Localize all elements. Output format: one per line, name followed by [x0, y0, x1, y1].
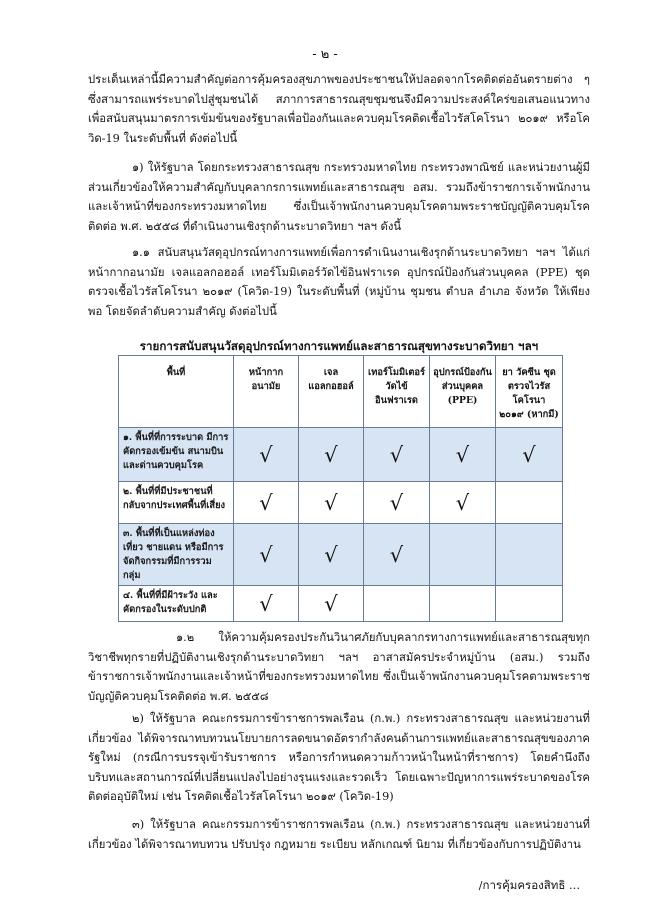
- column-header-thermometer: เทอร์โมมิเตอร์วัดไข้อินฟราเรด: [364, 356, 430, 428]
- column-header-gel: เจลแอลกอฮอล์: [299, 356, 364, 428]
- area-cell: ๔. พื้นที่ที่มีฝ้าระวัง และคัดกรองในระดับปกติ: [119, 586, 234, 622]
- area-cell: ๒. พื้นที่ที่มีประชาชนที่กลับจากประเทศพื้นที่เสี่ยง: [119, 482, 234, 524]
- column-header-kit: ยา วัคซีน ชุดตรวจไวรัสโคโรนา ๒๐๑๙ (หากมี): [496, 356, 563, 428]
- check-mark-icon: √: [364, 524, 430, 586]
- column-header-area: พื้นที่: [119, 356, 234, 428]
- check-mark-icon: √: [234, 586, 299, 622]
- paragraph-item-3: ๓) ให้รัฐบาล คณะกรรมการข้าราชการพลเรือน (ก.พ.) กระทรวงสาธารณสุข และหน่วยงานที่เกี่ยวข้อง ได้พิจารณาทบทวน ปรับปรุง กฎหมาย ระเบียบ หลักเกณฑ์ นิยาม ที่เกี่ยวข้องกับการปฏิบัติงาน: [88, 818, 590, 851]
- table-row: [119, 482, 563, 524]
- table-row: [119, 524, 563, 586]
- empty-cell: [496, 586, 563, 622]
- check-mark-icon: √: [496, 428, 563, 482]
- paragraph-item-1: ๑) ให้รัฐบาล โดยกระทรวงสาธารณสุข กระทรวงมหาดไทย กระทรวงพาณิชย์ และหน่วยงานผู้มีส่วนเกี่ยวข้องให้ความสำคัญกับบุคลากรการแพทย์และสาธารณสุข อสม. รวมถึงข้าราชการเจ้าพนักงานและเจ้าหน้าที่ของกระทรวงมหาดไทย ซึ่งเป็นเจ้าพนักงานควบคุมโรคตามพระราชบัญญัติควบคุมโรคติดต่อ พ.ศ. ๒๕๕๘ ที่ดำเนินงานเชิงรุกด้านระบาดวิทยา ฯลฯ ดังนี้: [88, 161, 590, 233]
- table-title: รายการสนับสนุนวัสดุอุปกรณ์ทางการแพทย์และสาธารณสุขทางระบาดวิทยา ฯลฯ: [139, 339, 539, 353]
- empty-cell: [496, 524, 563, 586]
- area-cell: ๑. พื้นที่ที่การระบาด มีการคัดกรองเข้มข้น สนามบิน และด่านควบคุมโรค: [119, 428, 234, 482]
- table-row: [119, 428, 563, 482]
- check-mark-icon: √: [430, 482, 496, 524]
- supply-table: [118, 355, 563, 622]
- check-mark-icon: √: [234, 524, 299, 586]
- check-mark-icon: √: [430, 428, 496, 482]
- paragraph-item-2: ๒) ให้รัฐบาล คณะกรรมการข้าราชการพลเรือน (ก.พ.) กระทรวงสาธารณสุข และหน่วยงานที่เกี่ยวข้อง ได้พิจารณาทบทวนนโยบายการลดขนาดอัตรากำลังคนด้านการแพทย์และสาธารณสุขของภาครัฐใหม่ (กรณีการบรรจุเข้ารับราชการ หรือการกำหนดความก้าวหน้าในหน้าที่ราชการ) โดยคำนึงถึงบริบทและสถานการณ์ที่เปลี่ยนแปลงไปอย่างรุนแรงและรวดเร็ว โดยเฉพาะปัญหาการแพร่ระบาดของโรคติดต่ออุบัติใหม่ เช่น โรคติดเชื้อไวรัสโคโรนา ๒๐๑๙ (โควิด-19): [88, 712, 590, 803]
- empty-cell: [364, 586, 430, 622]
- check-mark-icon: √: [234, 428, 299, 482]
- paragraph-item-1-1: ๑.๑ สนับสนุนวัสดุอุปกรณ์ทางการแพทย์เพื่อการดำเนินงานเชิงรุกด้านระบาดวิทยา ฯลฯ ได้แก่ หน้ากากอนามัย เจลแอลกอฮอล์ เทอร์โมมิเตอร์วัดไข้อินฟราเรด อุปกรณ์ป้องกันส่วนบุคคล (PPE) ชุดตรวจเชื้อไวรัสโคโรนา ๒๐๑๙ (โควิด-19) ในระดับพื้นที่ (หมู่บ้าน ชุมชน ตำบล อำเภอ จังหวัด ให้เพียงพอ โดยจัดลำดับความสำคัญ ดังต่อไปนี้: [88, 246, 590, 318]
- column-header-mask: หน้ากากอนามัย: [234, 356, 299, 428]
- check-mark-icon: √: [234, 482, 299, 524]
- check-mark-icon: √: [299, 482, 364, 524]
- table-row: [119, 586, 563, 622]
- area-cell: ๓. พื้นที่ที่เป็นแหล่งท่องเที่ยว ชายแดน หรือมีการจัดกิจกรรมที่มีการรวมกลุ่ม: [119, 524, 234, 586]
- empty-cell: [496, 482, 563, 524]
- check-mark-icon: √: [299, 524, 364, 586]
- check-mark-icon: √: [364, 428, 430, 482]
- check-mark-icon: √: [299, 586, 364, 622]
- empty-cell: [430, 586, 496, 622]
- check-mark-icon: √: [364, 482, 430, 524]
- paragraph-item-1-2: ๑.๒ ให้ความคุ้มครองประกันวินาศภัยกับบุคลากรทางการแพทย์และสาธารณสุขทุกวิชาชีพทุกรายที่ปฏิบัติงานเชิงรุกด้านระบาดวิทยา ฯลฯ อาสาสมัครประจำหมู่บ้าน (อสม.) รวมถึงข้าราชการเจ้าพนักงานและเจ้าหน้าที่ของกระทรวงมหาดไทย ซึ่งเป็นเจ้าพนักงานควบคุมโรคตามพระราชบัญญัติควบคุมโรคติดต่อ พ.ศ. ๒๕๕๘: [88, 631, 590, 703]
- check-mark-icon: √: [299, 428, 364, 482]
- column-header-ppe: อุปกรณ์ป้องกันส่วนบุคคล (PPE): [430, 356, 496, 428]
- page-number: - ๒ -: [312, 47, 338, 62]
- paragraph-intro: ประเด็นเหล่านี้มีความสำคัญต่อการคุ้มครองสุขภาพของประชาชนให้ปลอดจากโรคติดต่ออันตรายต่าง ๆ ซึ่งสามารถแพร่ระบาดไปสู่ชุมชนได้ สภาการสาธารณสุขชุมชนจึงมีความประสงค์ใคร่ขอเสนอแนวทางเพื่อสนับสนุนมาตรการเข้มข้นของรัฐบาลเพื่อป้องกันและควบคุมโรคติดเชื้อไวรัสโคโรนา ๒๐๑๙ หรือโควิด-19 ในระดับพื้นที่ ดังต่อไปนี้: [88, 73, 590, 145]
- empty-cell: [430, 524, 496, 586]
- continuation-marker: /การคุ้มครองสิทธิ ...: [478, 878, 580, 892]
- table-header-row: [119, 356, 563, 428]
